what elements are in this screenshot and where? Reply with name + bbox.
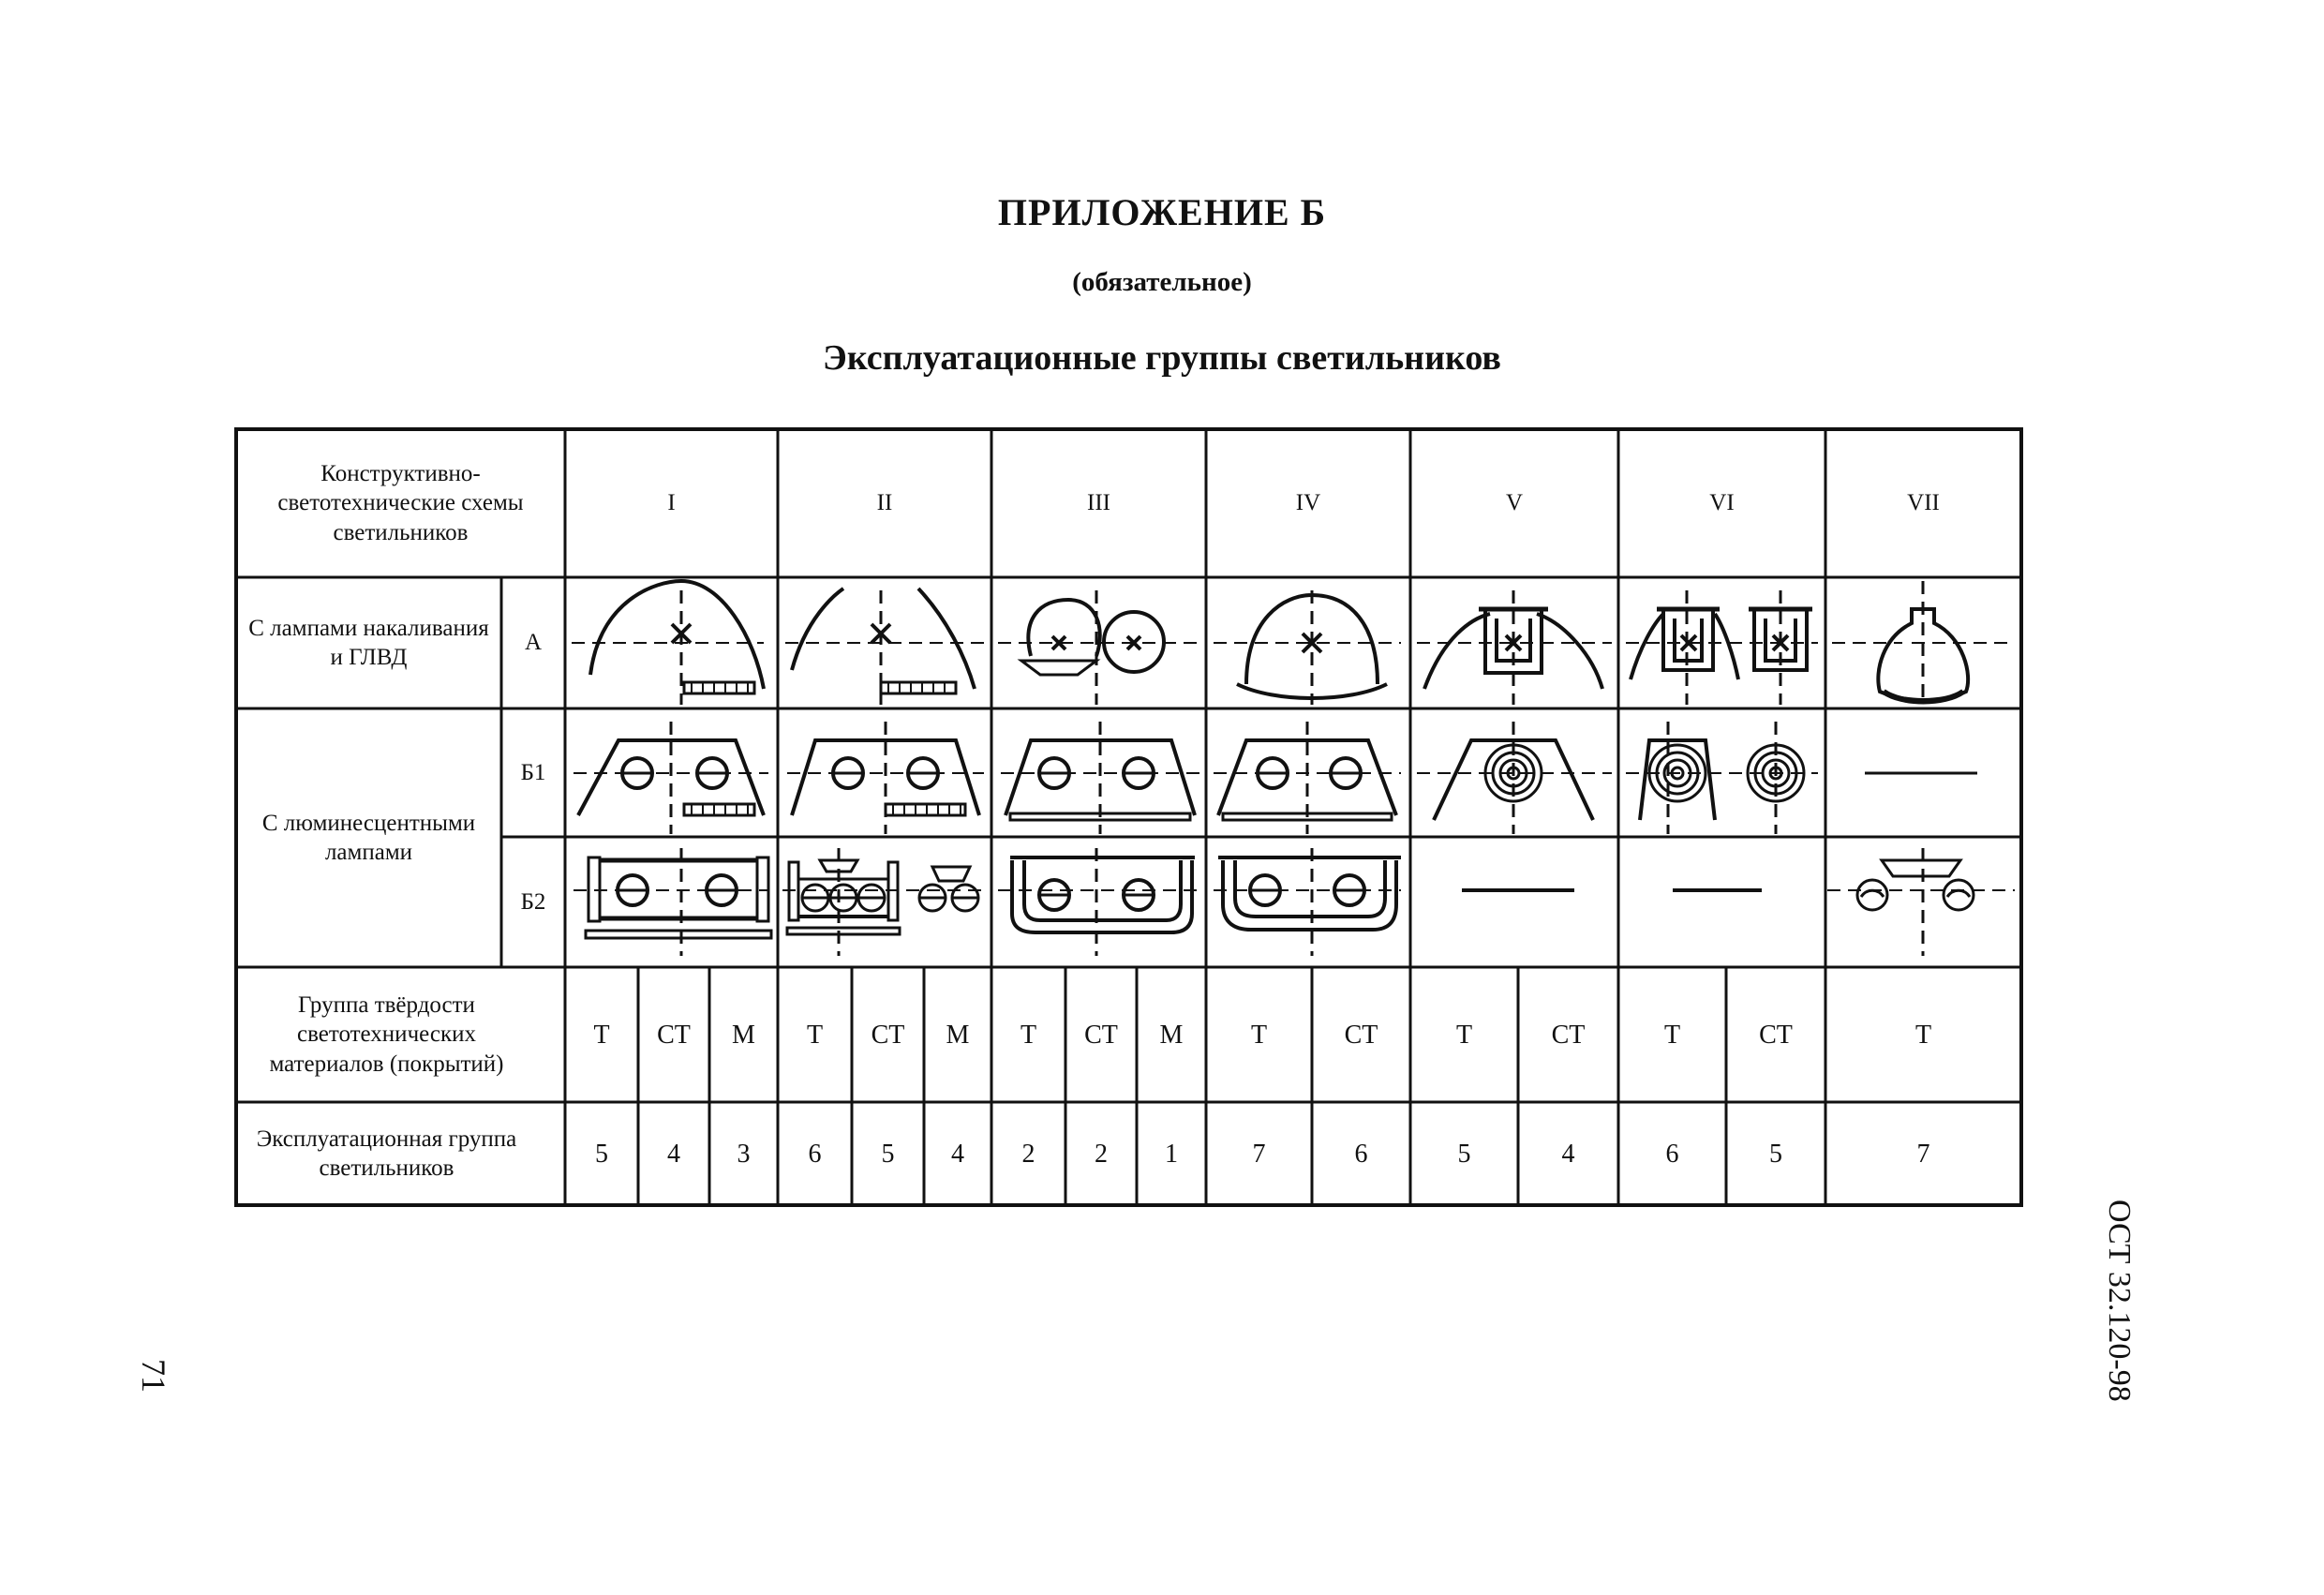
group-header-4: IV (1295, 490, 1321, 516)
operation-value-cell: 5 (1769, 1139, 1782, 1169)
operation-value-cell: 2 (1021, 1139, 1035, 1169)
hardness-value-cell: СТ (1344, 1020, 1378, 1050)
hardness-value-cell: СТ (1759, 1020, 1793, 1050)
appendix-status: (обязательное) (1072, 267, 1252, 297)
hardness-value-cell: М (732, 1020, 755, 1050)
hardness-value-cell: Т (1914, 1020, 1932, 1050)
group-header-2: II (876, 490, 893, 516)
hardness-label-cell: Группа твёрдости светотехнических материалов (покрытий) (269, 992, 504, 1077)
operation-label-cell: Эксплуатационная группа светильников (256, 1125, 517, 1181)
operation-value-cell: 6 (1665, 1139, 1679, 1169)
operation-value-cell: 6 (808, 1139, 822, 1169)
hardness-value-cell: М (1159, 1020, 1184, 1050)
hardness-value-cell: СТ (657, 1020, 691, 1050)
hardness-value-cell: Т (1663, 1020, 1681, 1050)
operation-value-cell: 1 (1165, 1139, 1178, 1169)
hardness-value-cell: СТ (871, 1020, 905, 1050)
hardness-value-cell: СТ (1084, 1020, 1118, 1050)
document-id: ОСТ 32.120-98 (2102, 1200, 2137, 1402)
row-label-incandescent: С лампами накаливания и ГЛВД (248, 615, 489, 670)
page-number: 71 (135, 1359, 172, 1393)
group-header-5: V (1505, 490, 1524, 516)
operation-value-cell: 6 (1354, 1139, 1368, 1169)
group-header-1: I (667, 490, 676, 516)
row-label-fluorescent: С люминесцентными лампами (261, 810, 476, 865)
hardness-value-cell: М (946, 1020, 970, 1050)
operation-value-cell: 5 (1457, 1139, 1471, 1169)
hardness-value-cell: Т (1250, 1020, 1268, 1050)
hardness-value-cell: Т (1455, 1020, 1473, 1050)
hardness-value-cell: Т (806, 1020, 824, 1050)
operation-value-cell: 5 (881, 1139, 895, 1169)
operation-value-cell: 4 (667, 1139, 680, 1169)
hardness-value-cell: Т (593, 1020, 610, 1050)
luminaire-schemes (572, 581, 2015, 956)
operation-value-cell: 3 (737, 1139, 751, 1169)
row-code-a: A (524, 630, 543, 656)
page-subtitle: Эксплуатационные группы светильников (823, 338, 1501, 378)
row-code-b2: Б2 (520, 888, 546, 915)
group-header-6: VI (1709, 490, 1735, 516)
header-label-cell: Конструктивно-светотехнические схемы светильников (277, 461, 524, 545)
operation-value-cell: 7 (1252, 1139, 1266, 1169)
operation-value-cell: 4 (1561, 1139, 1575, 1169)
row-code-b1: Б1 (520, 759, 546, 785)
operation-value-cell: 7 (1916, 1139, 1930, 1169)
hardness-value-cell: СТ (1551, 1020, 1586, 1050)
hardness-value-cell: Т (1020, 1020, 1037, 1050)
group-header-3: III (1087, 490, 1110, 516)
operation-value-cell: 2 (1095, 1139, 1108, 1169)
operation-value-cell: 5 (595, 1139, 608, 1169)
operation-value-cell: 4 (951, 1139, 964, 1169)
page-title: ПРИЛОЖЕНИЕ Б (997, 191, 1327, 233)
group-header-7: VII (1907, 490, 1940, 516)
